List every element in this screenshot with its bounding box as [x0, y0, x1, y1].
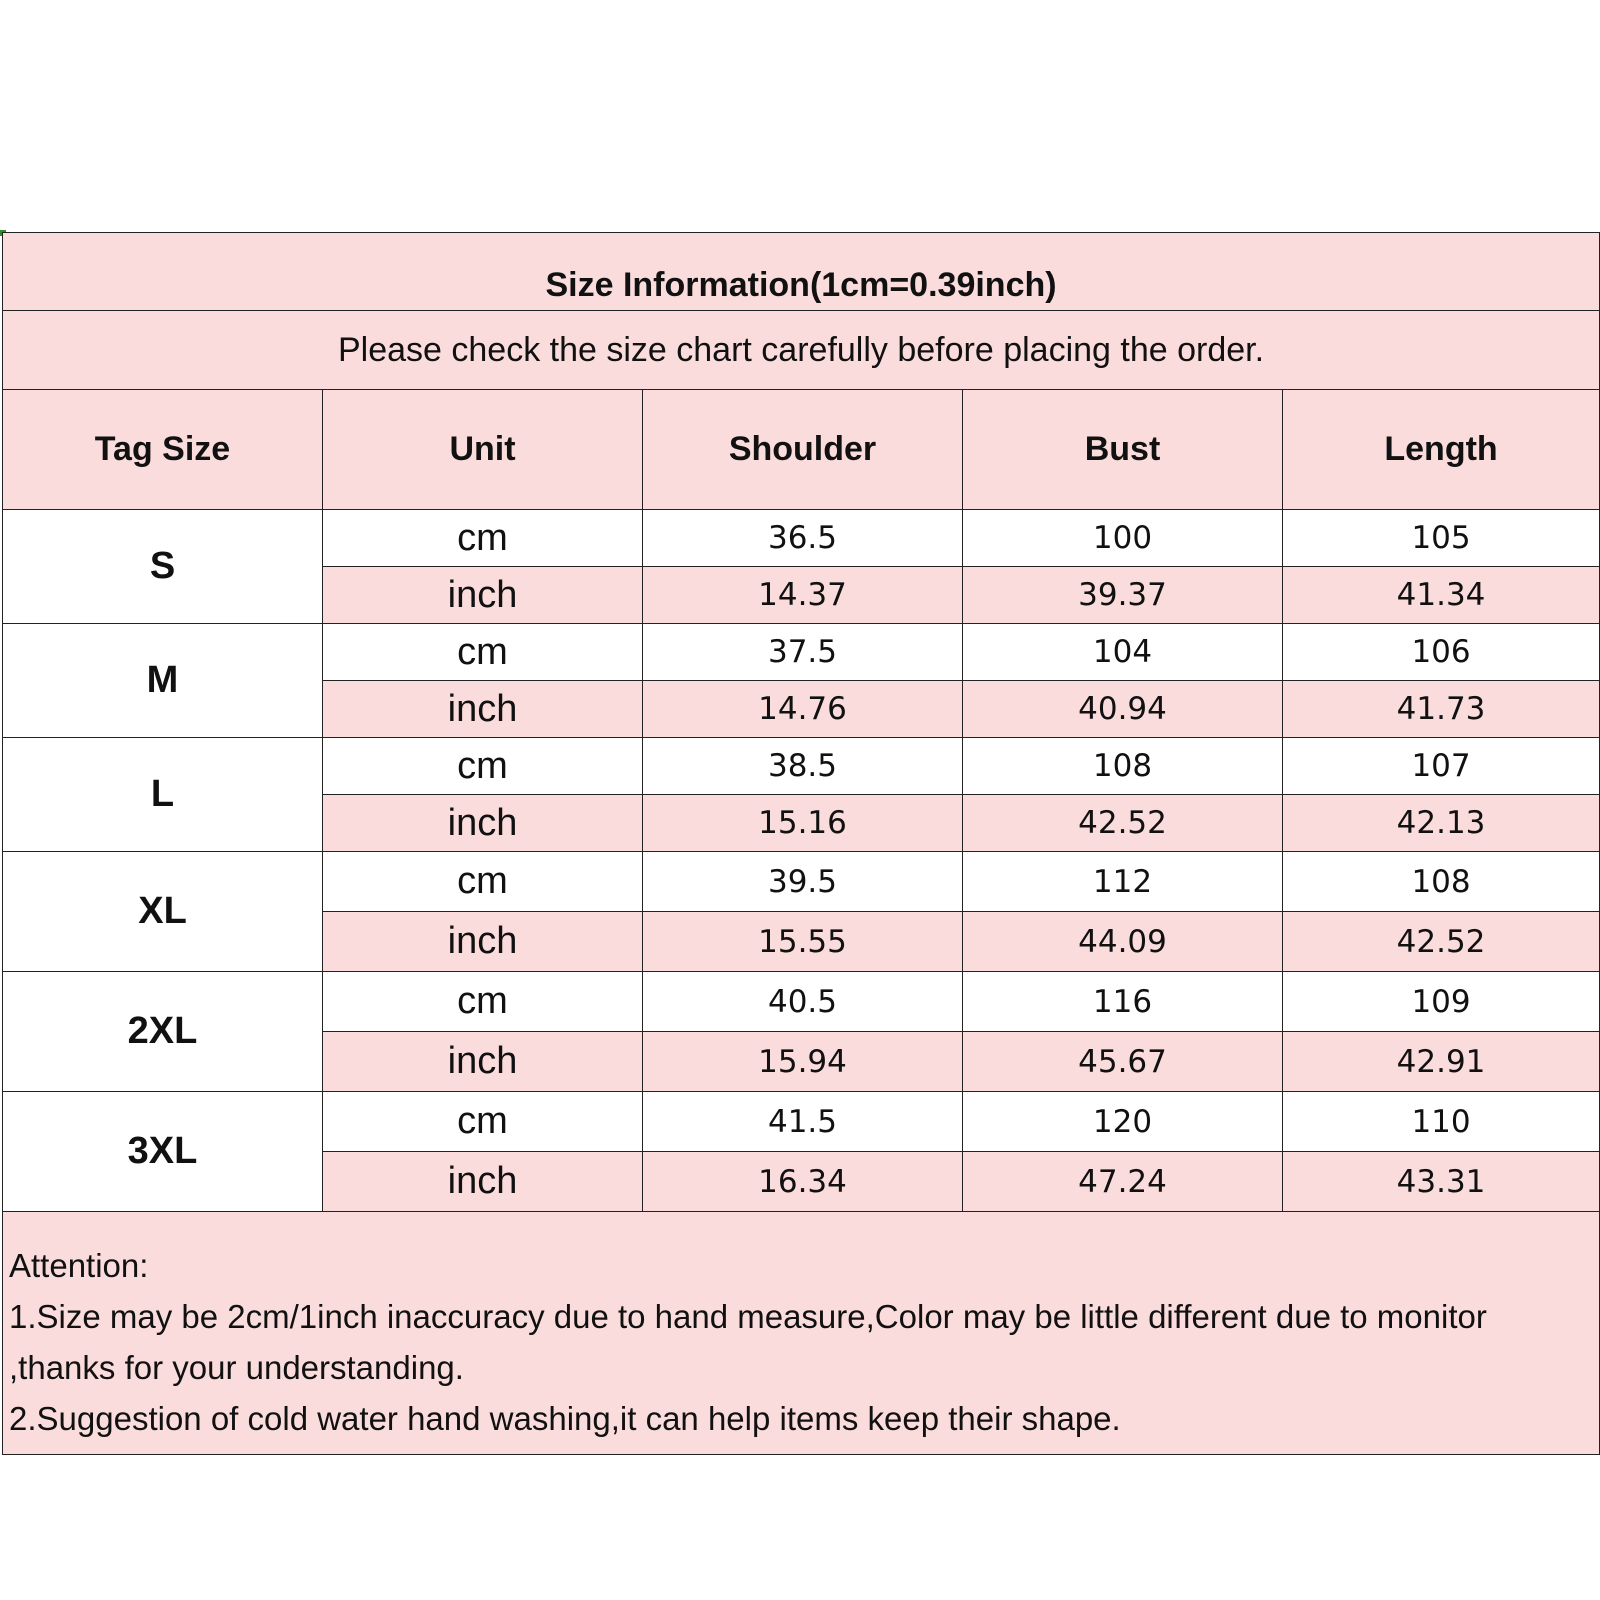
table-row — [3, 1092, 1600, 1152]
chart-title: Size Information(1cm=0.39inch) — [3, 233, 1600, 311]
bust-value: 40.94 — [963, 681, 1283, 738]
length-value: 41.73 — [1283, 681, 1600, 738]
length-value: 110 — [1283, 1092, 1600, 1152]
shoulder-value: 14.37 — [643, 567, 963, 624]
table-row — [3, 852, 1600, 912]
table-row — [3, 972, 1600, 1032]
shoulder-value: 41.5 — [643, 1092, 963, 1152]
unit-cell: inch — [323, 795, 643, 852]
bust-value: 39.37 — [963, 567, 1283, 624]
unit-cell: inch — [323, 681, 643, 738]
length-value: 42.13 — [1283, 795, 1600, 852]
length-value: 42.91 — [1283, 1032, 1600, 1092]
tag-size-cell: L — [3, 738, 323, 852]
size-chart-table — [2, 232, 1600, 1455]
shoulder-value: 15.55 — [643, 912, 963, 972]
bust-value: 120 — [963, 1092, 1283, 1152]
table-row — [3, 624, 1600, 681]
unit-cell: inch — [323, 1152, 643, 1212]
length-value: 106 — [1283, 624, 1600, 681]
length-value: 108 — [1283, 852, 1600, 912]
length-value: 42.52 — [1283, 912, 1600, 972]
header-row — [3, 390, 1600, 510]
tag-size-cell: S — [3, 510, 323, 624]
header-unit: Unit — [323, 390, 643, 510]
note-line-2: 2.Suggestion of cold water hand washing,it can help items keep their shape. — [9, 1400, 1121, 1437]
bust-value: 104 — [963, 624, 1283, 681]
unit-cell: cm — [323, 852, 643, 912]
tag-size-cell: XL — [3, 852, 323, 972]
unit-cell: cm — [323, 972, 643, 1032]
shoulder-value: 14.76 — [643, 681, 963, 738]
table-row — [3, 510, 1600, 567]
length-value: 107 — [1283, 738, 1600, 795]
unit-cell: inch — [323, 912, 643, 972]
note-line-1: 1.Size may be 2cm/1inch inaccuracy due to hand measure,Color may be little different due to monitor — [9, 1298, 1487, 1335]
length-value: 109 — [1283, 972, 1600, 1032]
bust-value: 116 — [963, 972, 1283, 1032]
header-tag-size: Tag Size — [3, 390, 323, 510]
shoulder-value: 37.5 — [643, 624, 963, 681]
chart-subtitle: Please check the size chart carefully before placing the order. — [3, 311, 1600, 390]
length-value: 43.31 — [1283, 1152, 1600, 1212]
attention-notes — [3, 1212, 1600, 1455]
shoulder-value: 36.5 — [643, 510, 963, 567]
table-row — [3, 738, 1600, 795]
unit-cell: cm — [323, 510, 643, 567]
bust-value: 100 — [963, 510, 1283, 567]
bust-value: 45.67 — [963, 1032, 1283, 1092]
unit-cell: inch — [323, 567, 643, 624]
shoulder-value: 38.5 — [643, 738, 963, 795]
header-length: Length — [1283, 390, 1600, 510]
unit-cell: cm — [323, 1092, 643, 1152]
note-heading: Attention: — [9, 1247, 149, 1284]
length-value: 41.34 — [1283, 567, 1600, 624]
header-shoulder: Shoulder — [643, 390, 963, 510]
bust-value: 44.09 — [963, 912, 1283, 972]
unit-cell: cm — [323, 624, 643, 681]
shoulder-value: 16.34 — [643, 1152, 963, 1212]
bust-value: 47.24 — [963, 1152, 1283, 1212]
bust-value: 42.52 — [963, 795, 1283, 852]
shoulder-value: 15.16 — [643, 795, 963, 852]
length-value: 105 — [1283, 510, 1600, 567]
shoulder-value: 39.5 — [643, 852, 963, 912]
shoulder-value: 40.5 — [643, 972, 963, 1032]
tag-size-cell: 3XL — [3, 1092, 323, 1212]
header-bust: Bust — [963, 390, 1283, 510]
shoulder-value: 15.94 — [643, 1032, 963, 1092]
unit-cell: cm — [323, 738, 643, 795]
size-rows — [3, 510, 1600, 1212]
tag-size-cell: 2XL — [3, 972, 323, 1092]
unit-cell: inch — [323, 1032, 643, 1092]
bust-value: 108 — [963, 738, 1283, 795]
note-line-1-cont: ,thanks for your understanding. — [9, 1349, 464, 1386]
bust-value: 112 — [963, 852, 1283, 912]
tag-size-cell: M — [3, 624, 323, 738]
